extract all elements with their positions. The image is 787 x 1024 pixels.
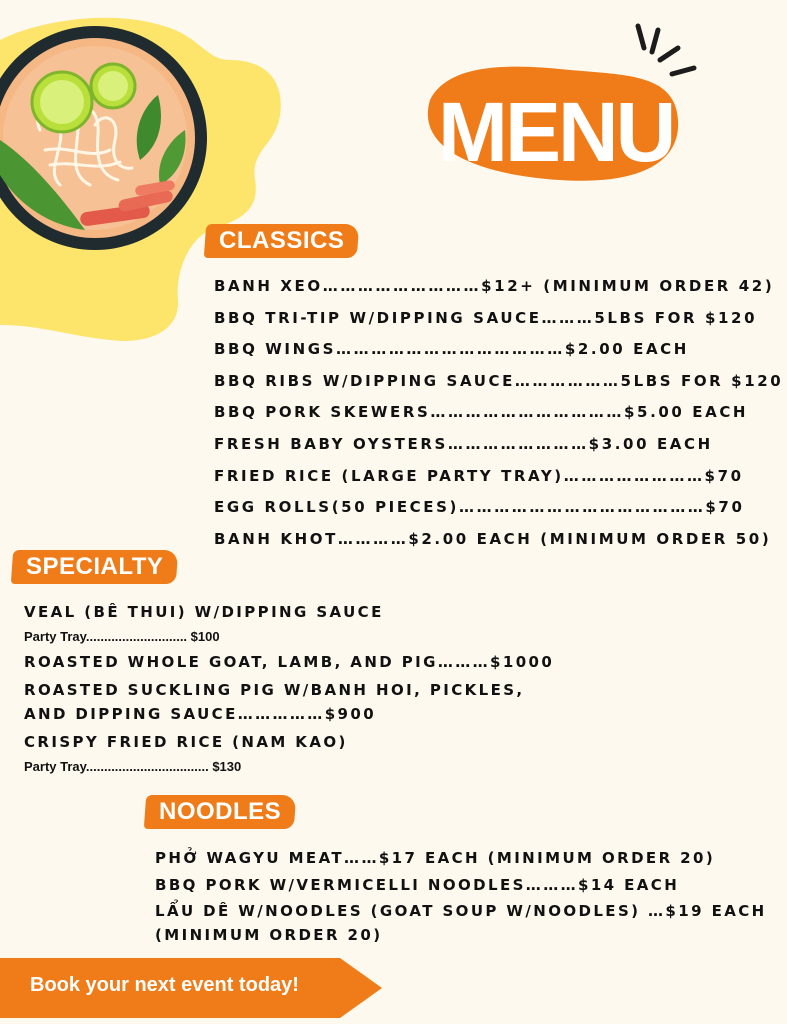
noodles-heading-text: NOODLES [159,798,282,825]
menu-item: BBQ TRI-TIP W/DIPPING SAUCE………5LBS FOR $120 [214,308,758,327]
menu-item: CRISPY FRIED RICE (NAM KAO) [24,733,348,751]
menu-item: VEAL (BÊ THUI) W/DIPPING SAUCE [24,603,384,621]
menu-item: BANH XEO………………………$12+ (MINIMUM ORDER 42) [214,277,775,295]
menu-item-price: Party Tray.................................. $130 [24,759,242,774]
menu-item: (MINIMUM ORDER 20) [155,926,383,944]
page-title: MENU [438,85,674,179]
menu-item-price: Party Tray............................ $100 [24,629,220,644]
classics-heading-text: CLASSICS [219,227,345,254]
specialty-heading-text: SPECIALTY [26,553,164,580]
section-heading-classics [204,224,360,258]
menu-item: LẨU DÊ W/NOODLES (GOAT SOUP W/NOODLES) …$19 EACH [155,902,767,920]
section-heading-specialty [11,550,179,584]
menu-item: FRESH BABY OYSTERS……………………$3.00 EACH [214,434,713,453]
menu-item: AND DIPPING SAUCE……………$900 [24,705,377,723]
menu-item: BBQ WINGS…………………………………$2.00 EACH [214,340,689,359]
menu-item: PHỞ WAGYU MEAT……$17 EACH (MINIMUM ORDER 20) [155,849,716,867]
menu-item: ROASTED WHOLE GOAT, LAMB, AND PIG………$1000 [24,653,555,671]
menu-item: ROASTED SUCKLING PIG W/BANH HOI, PICKLES, [24,681,525,699]
menu-item: BBQ PORK W/VERMICELLI NOODLES………$14 EACH [155,876,680,894]
book-event-label: Book your next event today! [30,974,299,996]
specialty-list [24,600,554,780]
book-event-banner[interactable] [0,958,382,1018]
menu-item: EGG ROLLS(50 PIECES)……………………………………$70 [214,498,745,517]
menu-title-block [410,20,710,190]
classics-list [214,271,783,555]
menu-item: FRIED RICE (LARGE PARTY TRAY)……………………$70 [214,466,744,485]
section-heading-noodles [144,795,297,829]
menu-item: BBQ PORK SKEWERS……………………………$5.00 EACH [214,403,749,422]
menu-item: BANH KHOT…………$2.00 EACH (MINIMUM ORDER 50) [214,529,772,548]
menu-item: BBQ RIBS W/DIPPING SAUCE………………5LBS FOR $120 [214,371,784,390]
noodles-list [155,845,767,947]
